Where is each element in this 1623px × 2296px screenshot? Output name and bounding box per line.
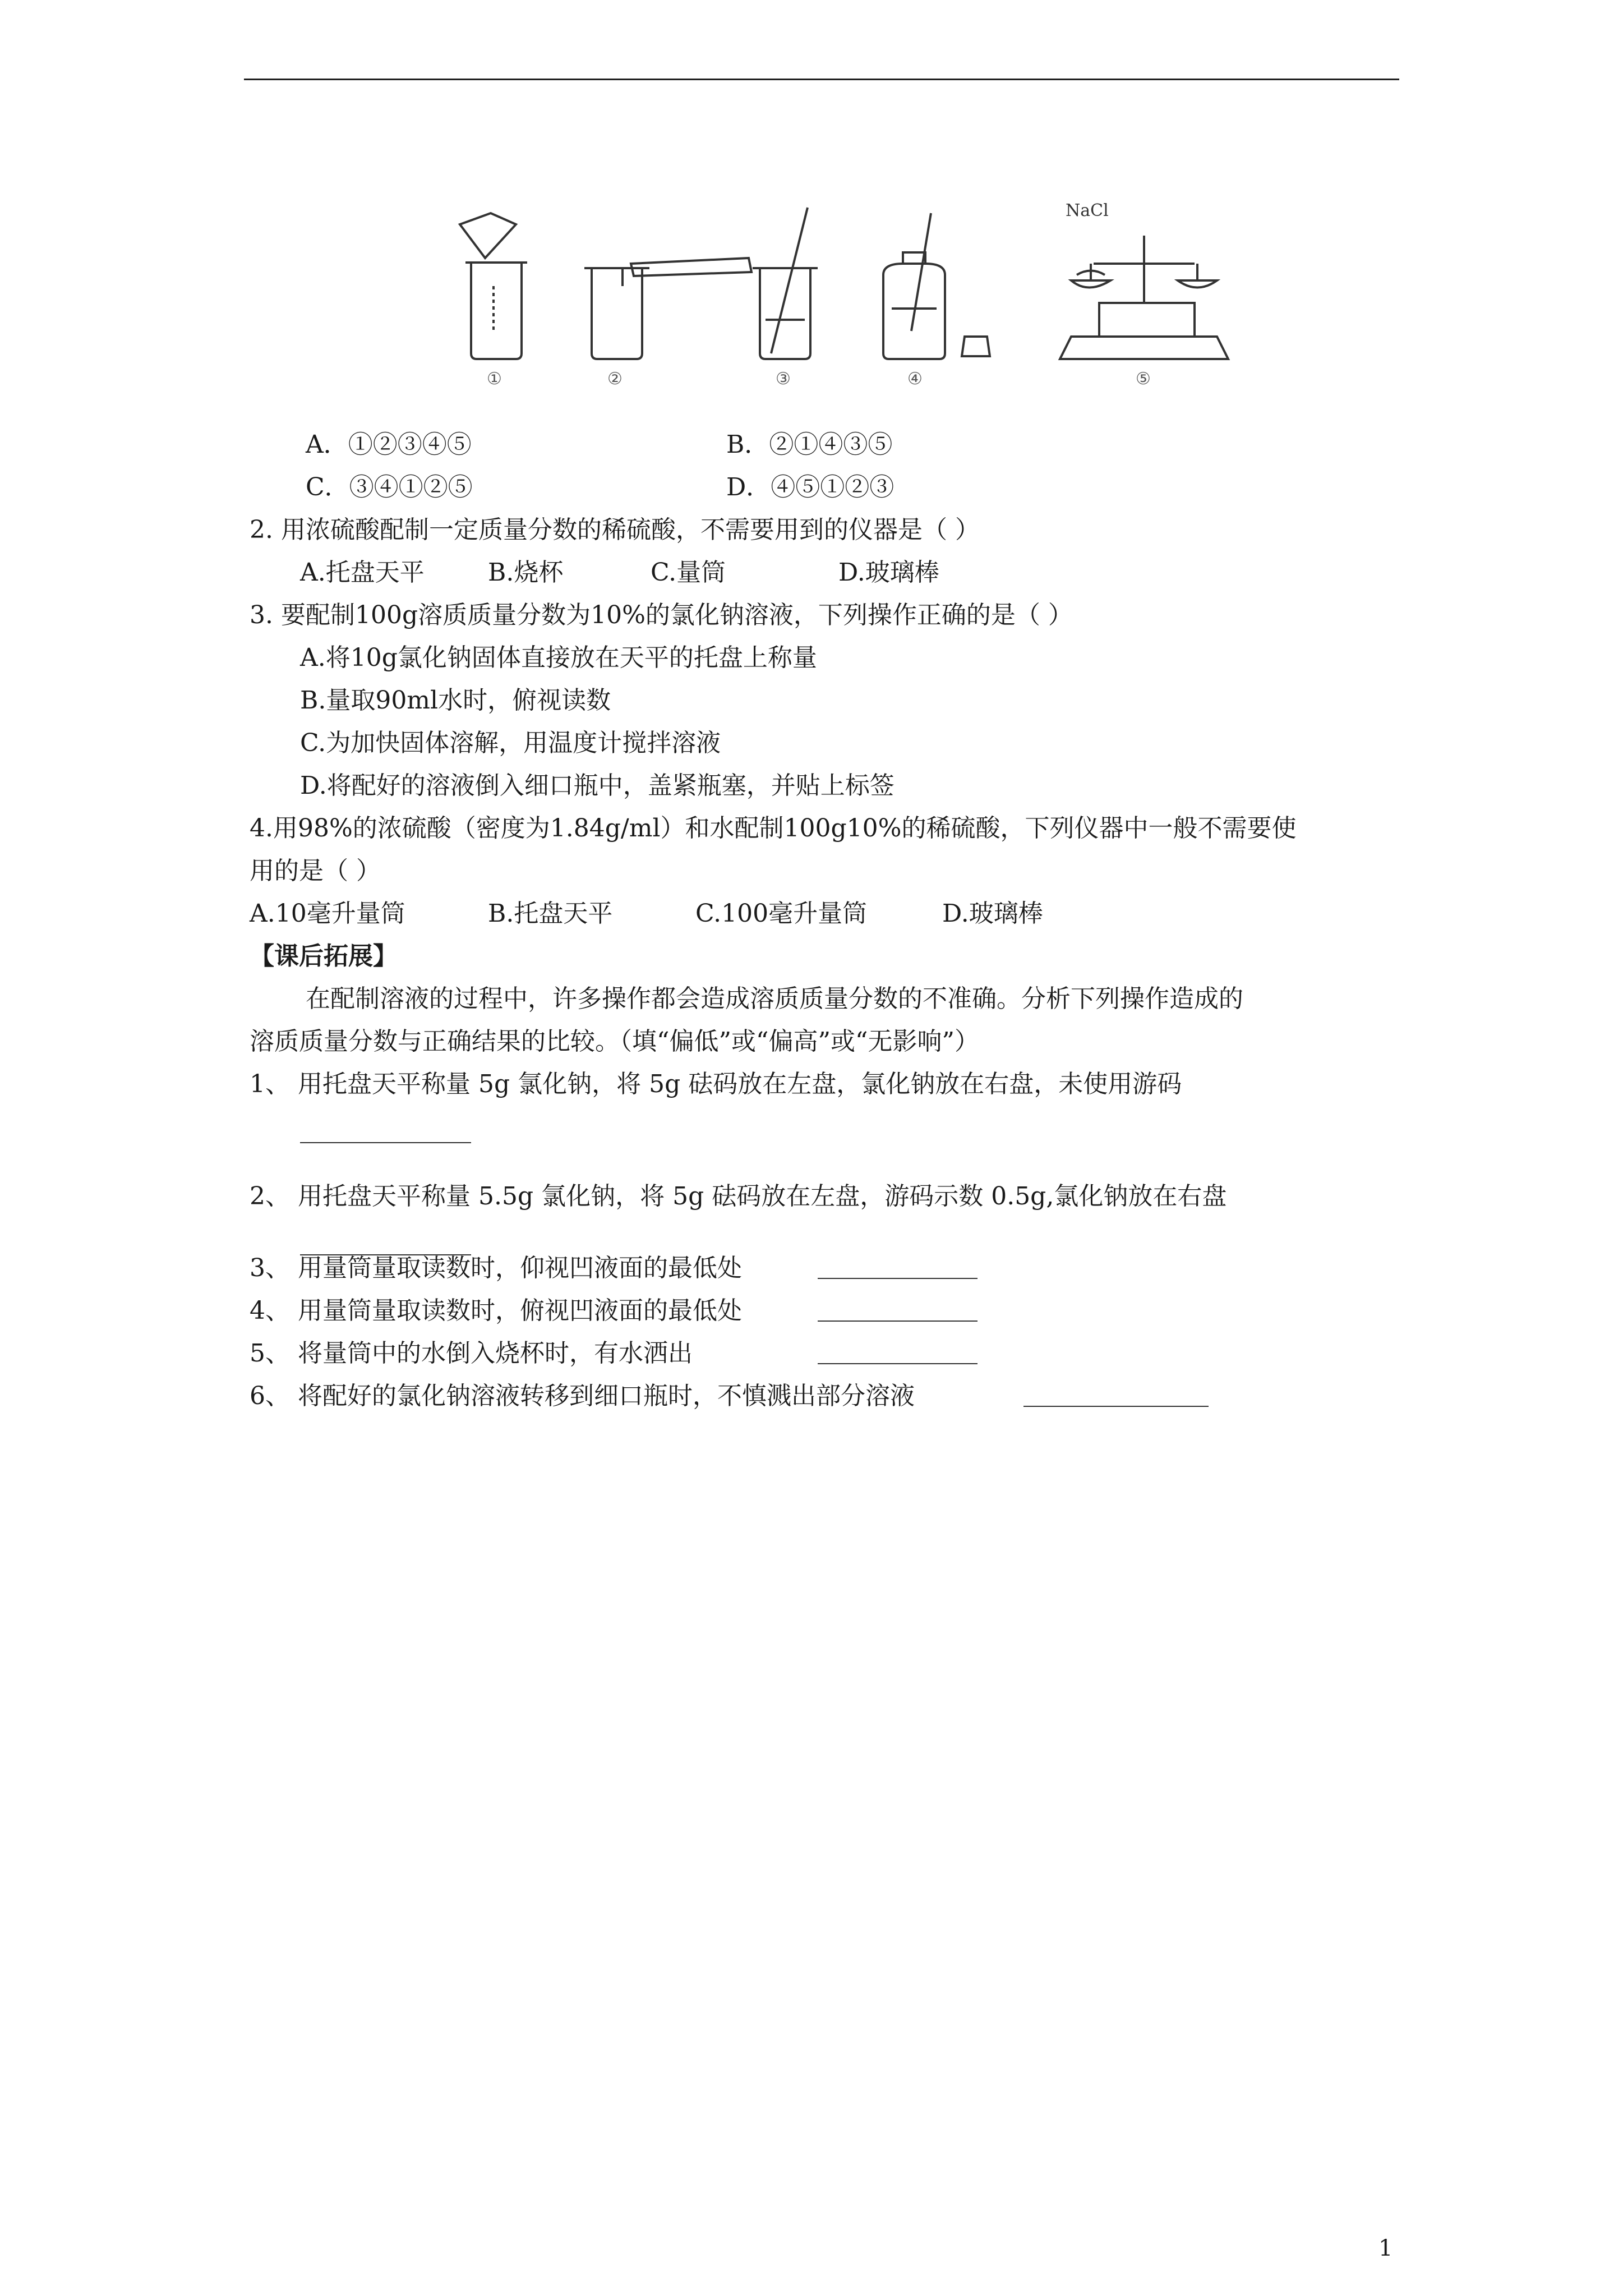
extension-item-2: 2、 用托盘天平称量 5.5g 氯化钠，将 5g 砝码放在左盘，游码示数 0.5g,氯化钠放在右盘: [250, 1182, 1227, 1211]
q2-option-c: C.量筒: [651, 558, 726, 587]
step-label-4: ④: [907, 369, 923, 387]
q4-stem-line2: 用的是（ ）: [250, 857, 381, 885]
q1-option-d: D．④⑤①②③: [726, 473, 895, 501]
answer-blank-5[interactable]: [818, 1337, 978, 1364]
q3-option-a: A.将10g氯化钠固体直接放在天平的托盘上称量: [300, 643, 817, 672]
extension-item-3: 3、 用量筒量取读数时，仰视凹液面的最低处: [250, 1254, 742, 1282]
q4-option-a: A.10毫升量筒: [250, 899, 405, 928]
q4-option-b: B.托盘天平: [488, 899, 613, 928]
step-label-2: ②: [607, 369, 623, 387]
extension-item-1: 1、 用托盘天平称量 5g 氯化钠，将 5g 砝码放在左盘，氯化钠放在右盘，未使用游码: [250, 1070, 1182, 1098]
step-label-3: ③: [776, 369, 791, 387]
q1-option-b: B．②①④③⑤: [726, 430, 893, 459]
extension-item-4: 4、 用量筒量取读数时，俯视凹液面的最低处: [250, 1296, 742, 1325]
experiment-steps-figure: [437, 191, 1267, 387]
q1-option-c: C．③④①②⑤: [306, 473, 473, 501]
step-3-stirring-icon: [753, 208, 818, 359]
q3-option-d: D.将配好的溶液倒入细口瓶中，盖紧瓶塞，并贴上标签: [300, 771, 895, 800]
q4-stem-line1: 4.用98%的浓硫酸（密度为1.84g/ml）和水配制100g10%的稀硫酸，下列仪器中一般不需要使: [250, 814, 1297, 843]
q1-option-a: A．①②③④⑤: [306, 430, 472, 459]
extension-heading: 【课后拓展】: [250, 942, 398, 970]
q2-stem: 2. 用浓硫酸配制一定质量分数的稀硫酸，不需要用到的仪器是（ ）: [250, 516, 980, 544]
step-label-1: ①: [487, 369, 502, 387]
nacl-label: NaCl: [1066, 201, 1109, 220]
q2-option-b: B.烧杯: [488, 558, 564, 587]
step-5-balance-icon: [1060, 236, 1228, 359]
step-1-beaker-icon: [460, 213, 527, 359]
q3-option-c: C.为加快固体溶解，用温度计搅拌溶液: [300, 729, 721, 757]
answer-blank-6[interactable]: [1023, 1380, 1209, 1407]
header-rule: [244, 79, 1399, 80]
answer-blank-4[interactable]: [818, 1295, 978, 1322]
q4-option-c: C.100毫升量筒: [695, 899, 868, 928]
step-4-bottle-icon: [883, 213, 990, 359]
answer-blank-3[interactable]: [818, 1252, 978, 1279]
answer-blank-1[interactable]: [300, 1116, 471, 1143]
extension-item-6: 6、 将配好的氯化钠溶液转移到细口瓶时，不慎溅出部分溶液: [250, 1382, 915, 1410]
step-2-pouring-icon: [584, 258, 751, 359]
page-number: 1: [1378, 2235, 1393, 2261]
q2-option-a: A.托盘天平: [300, 558, 425, 587]
q3-option-b: B.量取90ml水时，俯视读数: [300, 686, 611, 715]
q2-option-d: D.玻璃棒: [838, 558, 939, 587]
q3-stem: 3. 要配制100g溶质质量分数为10%的氯化钠溶液，下列操作正确的是（ ）: [250, 601, 1073, 629]
extension-intro-line2: 溶质质量分数与正确结果的比较。（填“偏低”或“偏高”或“无影响”）: [250, 1027, 979, 1056]
extension-item-5: 5、 将量筒中的水倒入烧杯时，有水洒出: [250, 1339, 693, 1368]
extension-intro-line1: 在配制溶液的过程中，许多操作都会造成溶质质量分数的不准确。分析下列操作造成的: [306, 984, 1243, 1013]
step-label-5: ⑤: [1136, 369, 1151, 387]
q4-option-d: D.玻璃棒: [942, 899, 1043, 928]
